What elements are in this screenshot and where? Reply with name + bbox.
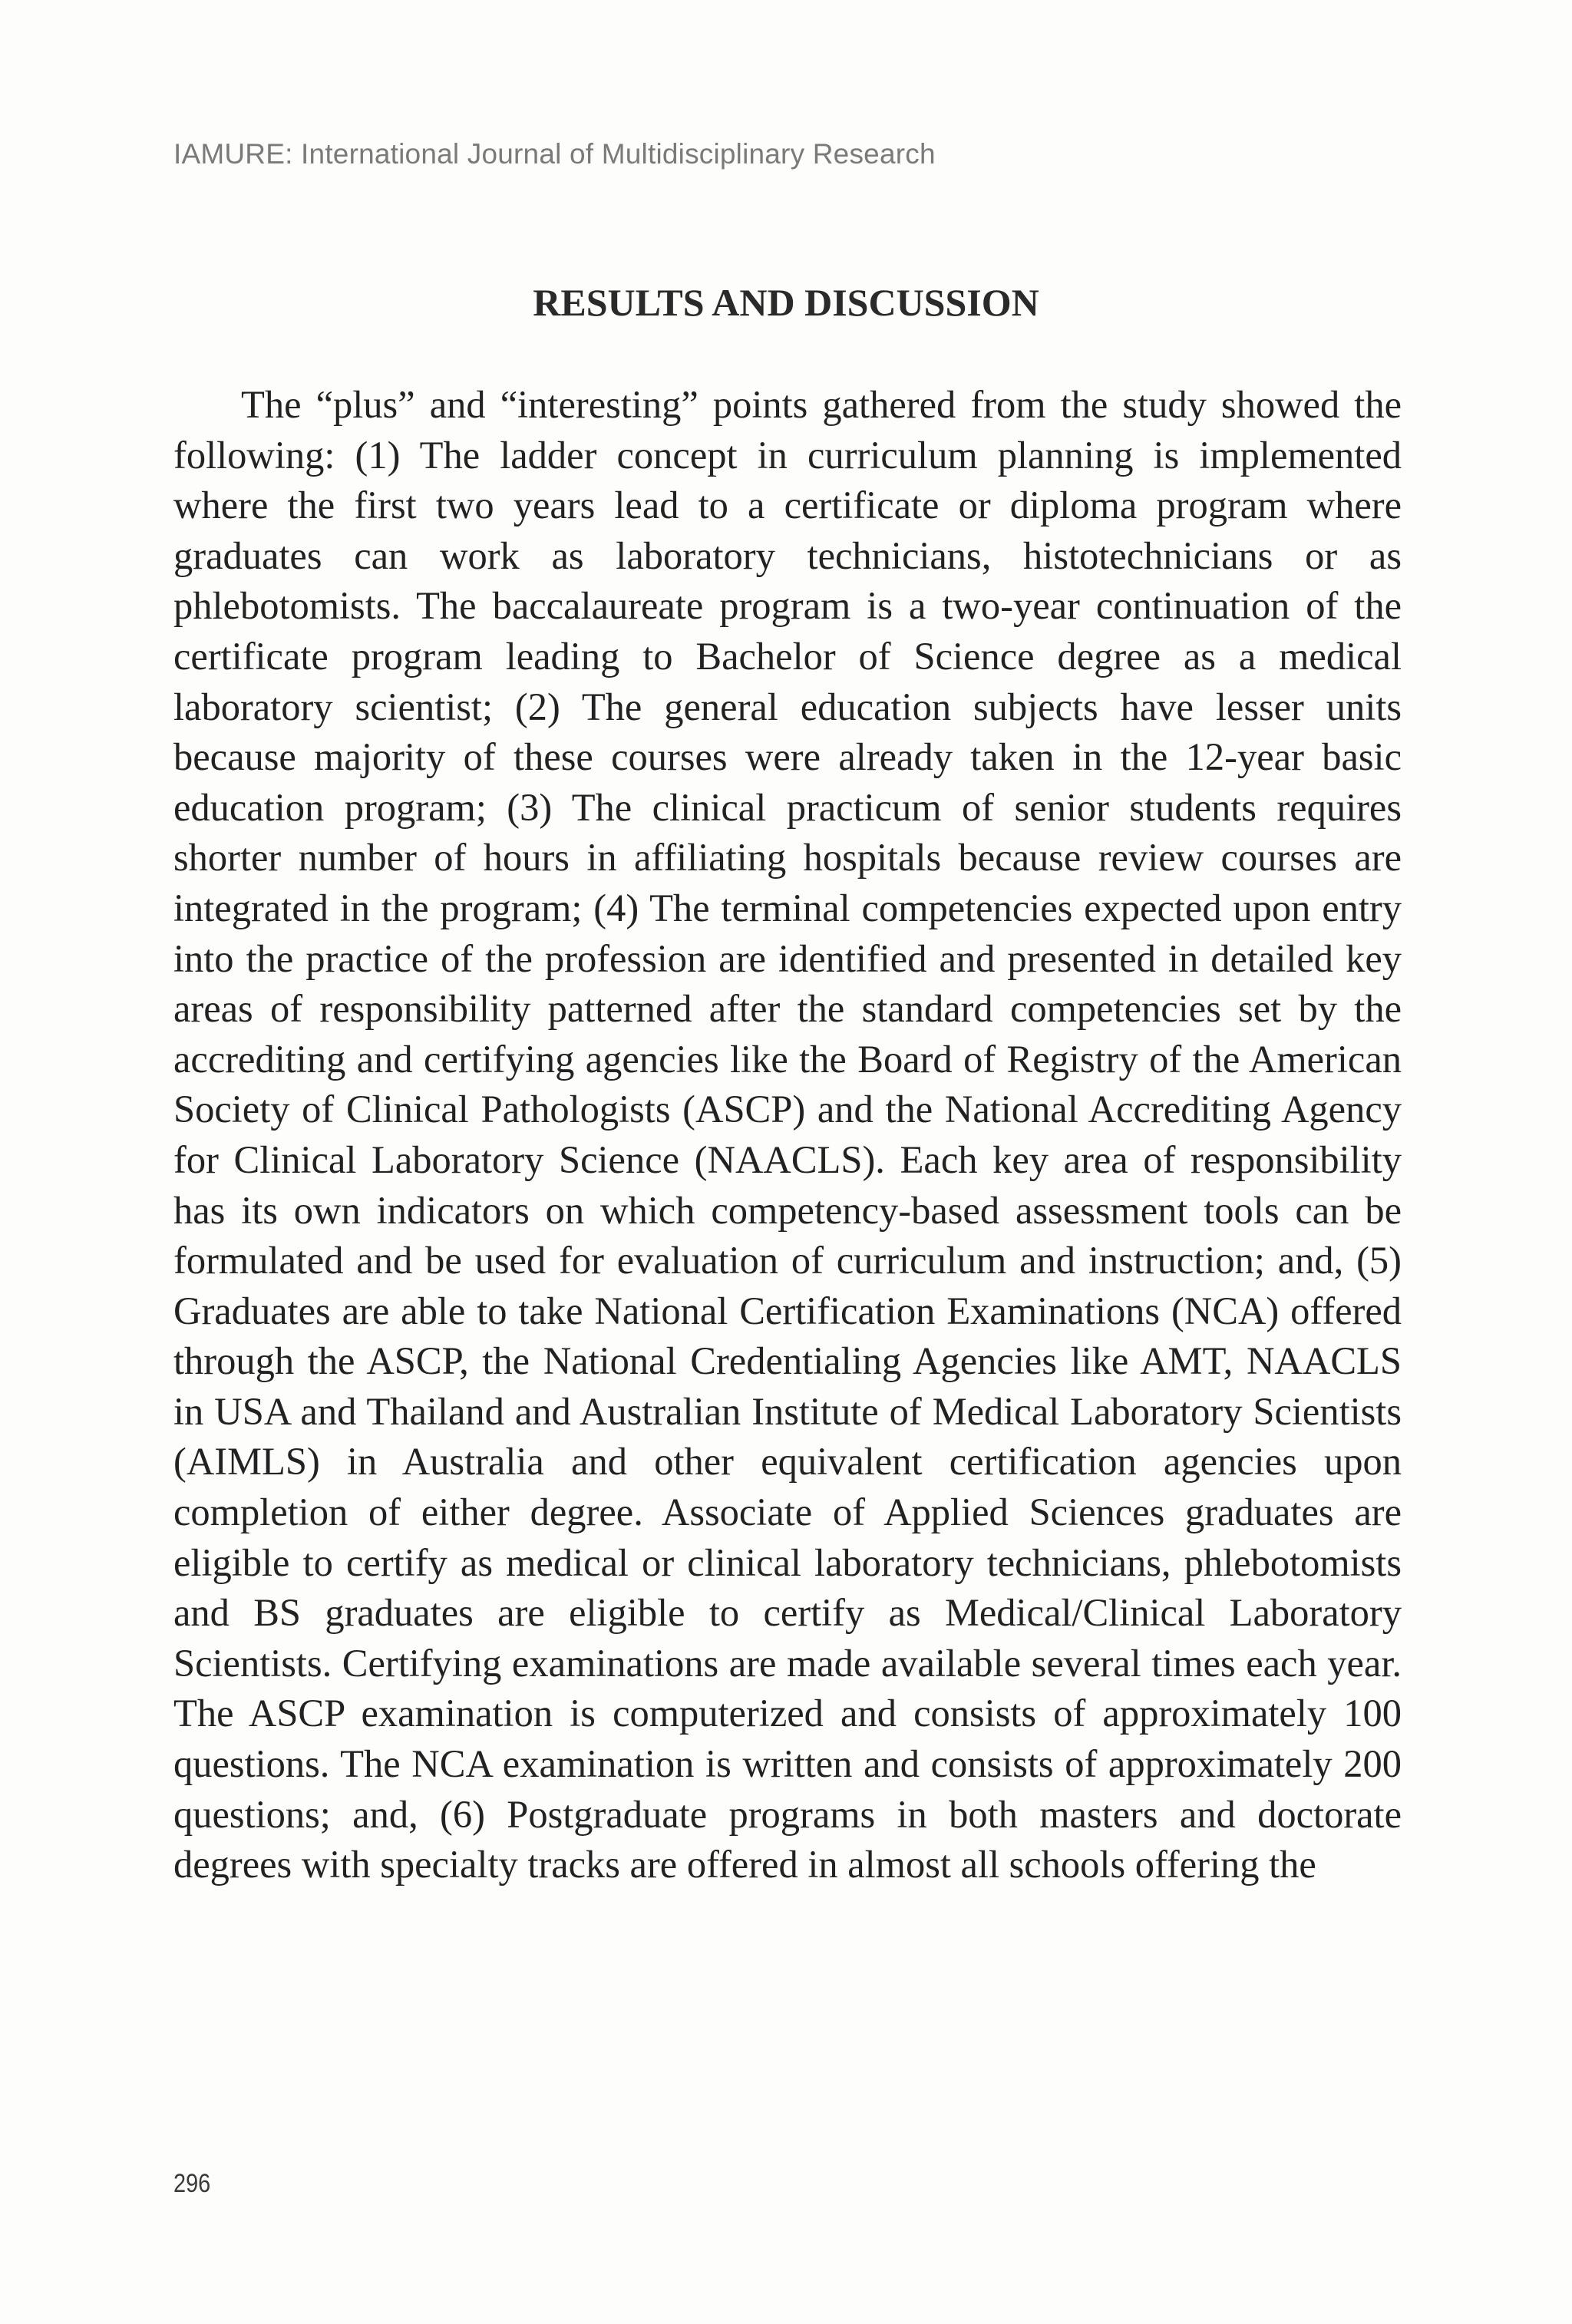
page-number: 296: [173, 2169, 211, 2198]
body-paragraph: The “plus” and “interesting” points gathered from the study showed the following: (1) The ladder concept in curriculum planning is implemented where the first two years lead to a certificate or diploma program where graduates can work as laboratory technicians, histotechnicians or as phlebotomists. The baccalaureate program is a two-year continuation of the certificate program leading to Bachelor of Science degree as a medical laboratory scientist; (2) The general education subjects have lesser units because majority of these courses were already taken in the 12-year basic education program; (3) The clinical practicum of senior students requires shorter number of hours in affiliating hospitals because review courses are integrated in the program; (4) The terminal competencies expected upon entry into the practice of the profession are identified and presented in detailed key areas of responsibility patterned after the standard competencies set by the accrediting and certifying agencies like the Board of Registry of the American Society of Clinical Pathologists (ASCP) and the National Accrediting Agency for Clinical Laboratory Science (NAACLS). Each key area of responsibility has its own indicators on which competency-based assessment tools can be formulated and be used for evaluation of curriculum and instruction; and, (5) Graduates are able to take National Certification Examinations (NCA) offered through the ASCP, the National Credentialing Agencies like AMT, NAACLS in USA and Thailand and Australian Institute of Medical Laboratory Scientists (AIMLS) in Australia and other equivalent certification agencies upon completion of either degree. Associate of Applied Sciences graduates are eligible to certify as medical or clinical laboratory technicians, phlebotomists and BS graduates are eligible to certify as Medical/Clinical Laboratory Scientists. Certifying examinations are made available several times each year. The ASCP examination is computerized and consists of approximately 100 questions. The NCA examination is written and consists of approximately 200 questions; and, (6) Postgraduate programs in both masters and doctorate degrees with specialty tracks are offered in almost all schools offering the: [173, 383, 1402, 1887]
section-heading: RESULTS AND DISCUSSION: [533, 281, 1039, 324]
running-header: IAMURE: International Journal of Multidisciplinary Research: [173, 138, 936, 170]
